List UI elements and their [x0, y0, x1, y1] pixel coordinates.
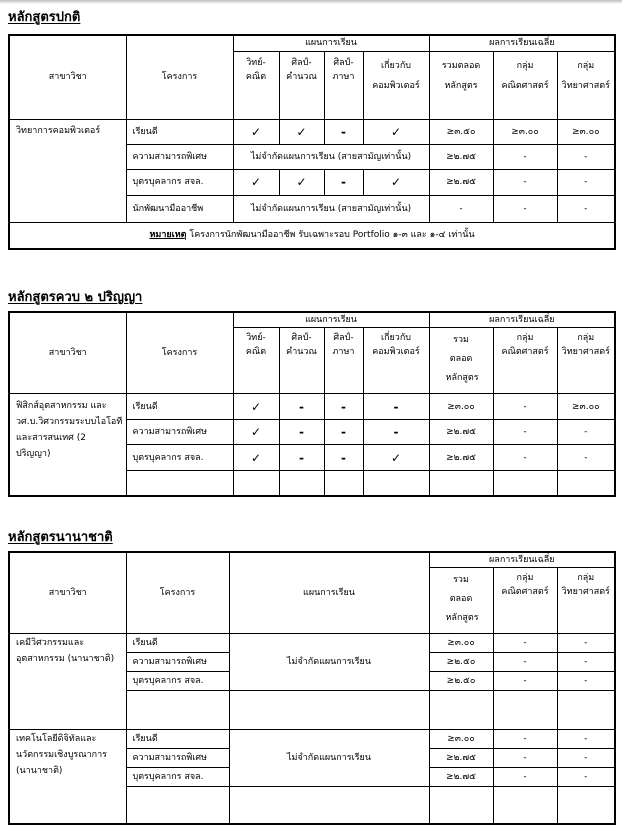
header-gpa: รวมตลอดหลักสูตร [429, 568, 493, 634]
top-shade [0, 0, 622, 4]
header-major: สาขาวิชา [9, 312, 126, 394]
gpa-cell: - [493, 672, 557, 691]
empty-cell [126, 471, 233, 496]
empty-cell [429, 787, 493, 824]
check-icon: ✓ [233, 445, 279, 471]
header-plan-group: แผนการเรียน [233, 312, 429, 328]
major-cell: เคมีวิศวกรรมและอุตสาหกรรม (นานาชาติ) [9, 634, 126, 730]
dash-cell: - [363, 394, 429, 420]
empty-cell [493, 787, 557, 824]
major-cell: เทคโนโลยีดิจิทัลและนวัตกรรมเชิงบูรณาการ (นานาชาติ) [9, 730, 126, 824]
empty-cell [429, 471, 493, 496]
gpa-cell: - [557, 445, 615, 471]
project-cell: เรียนดี [126, 119, 233, 144]
header-plan-group: แผนการเรียน [233, 35, 429, 51]
gpa-cell: ≥๒.๕๐ [429, 653, 493, 672]
gpa-cell: ≥๒.๗๕ [429, 169, 493, 195]
check-icon: ✓ [233, 394, 279, 420]
check-icon: ✓ [363, 169, 429, 195]
header-plan: เกี่ยวกับคอมพิวเตอร์ [363, 328, 429, 394]
header-gpa: รวมตลอดหลักสูตร [429, 328, 493, 394]
gpa-cell: ≥๓.๐๐ [557, 394, 615, 420]
project-cell: ความสามารถพิเศษ [126, 653, 229, 672]
gpa-cell: - [557, 749, 615, 768]
note-cell [9, 222, 615, 249]
empty-cell [324, 471, 363, 496]
gpa-cell: - [493, 634, 557, 653]
table-row [9, 730, 615, 749]
dash-cell: - [324, 119, 363, 144]
gpa-cell: - [493, 195, 557, 222]
section-title-international: หลักสูตรนานาชาติ [8, 530, 113, 545]
gpa-cell: ≥๓.๐๐ [429, 394, 493, 420]
check-icon: ✓ [233, 119, 279, 144]
table-row [9, 119, 615, 144]
dash-cell: - [324, 394, 363, 420]
empty-cell [363, 471, 429, 496]
header-gpa: กลุ่มวิทยาศาสตร์ [557, 51, 615, 119]
note-label: หมายเหตุ [149, 230, 187, 241]
gpa-cell: - [493, 749, 557, 768]
header-gpa-group: ผลการเรียนเฉลี่ย [429, 552, 615, 568]
gpa-cell: - [557, 768, 615, 787]
check-icon: ✓ [279, 169, 324, 195]
project-cell: ความสามารถพิเศษ [126, 749, 229, 768]
gpa-cell: - [429, 195, 493, 222]
header-plan: เกี่ยวกับคอมพิวเตอร์ [363, 51, 429, 119]
header-plan: วิทย์-คณิต [233, 328, 279, 394]
check-icon: ✓ [363, 445, 429, 471]
table-regular [8, 34, 616, 250]
gpa-cell: ≥๒.๗๕ [429, 768, 493, 787]
table-international [8, 551, 616, 825]
gpa-cell: ≥๒.๗๕ [429, 445, 493, 471]
table-row [9, 394, 615, 420]
project-cell: นักพัฒนามืออาชีพ [126, 195, 233, 222]
header-major: สาขาวิชา [9, 552, 126, 634]
project-cell: ความสามารถพิเศษ [126, 420, 233, 445]
major-cell: ฟิสิกส์อุตสาหกรรม และ วศ.บ.วิศวกรรมระบบไอโอทีและสารสนเทศ (2 ปริญญา) [9, 394, 126, 496]
dash-cell: - [363, 420, 429, 445]
project-cell: บุตรบุคลากร สจล. [126, 768, 229, 787]
header-gpa: กลุ่มวิทยาศาสตร์ [557, 568, 615, 634]
header-gpa: กลุ่มคณิตศาสตร์ [493, 568, 557, 634]
empty-cell [493, 471, 557, 496]
header-project: โครงการ [126, 312, 233, 394]
gpa-cell: ≥๓.๐๐ [557, 119, 615, 144]
empty-cell [557, 787, 615, 824]
gpa-cell: - [493, 445, 557, 471]
empty-cell [233, 471, 279, 496]
header-gpa: กลุ่มคณิตศาสตร์ [493, 51, 557, 119]
project-cell: เรียนดี [126, 730, 229, 749]
gpa-cell: - [557, 420, 615, 445]
section-title-double: หลักสูตรควบ ๒ ปริญญา [8, 290, 143, 305]
empty-cell [126, 787, 229, 824]
header-gpa-group: ผลการเรียนเฉลี่ย [429, 35, 615, 51]
header-plan: ศิลป์-ภาษา [324, 328, 363, 394]
gpa-cell: - [557, 672, 615, 691]
empty-cell [126, 691, 229, 730]
gpa-cell: - [557, 169, 615, 195]
empty-cell [279, 471, 324, 496]
empty-cell [557, 691, 615, 730]
project-cell: เรียนดี [126, 634, 229, 653]
empty-cell [229, 787, 429, 824]
project-cell: เรียนดี [126, 394, 233, 420]
section-title-regular: หลักสูตรปกติ [8, 10, 81, 25]
gpa-cell: - [557, 634, 615, 653]
header-gpa: กลุ่มวิทยาศาสตร์ [557, 328, 615, 394]
header-plan: ศิลป์-คำนวณ [279, 328, 324, 394]
project-cell: บุตรบุคลากร สจล. [126, 672, 229, 691]
gpa-cell: - [493, 768, 557, 787]
table-row [9, 634, 615, 653]
gpa-cell: ≥๓.๐๐ [429, 730, 493, 749]
empty-cell [493, 691, 557, 730]
empty-cell [557, 471, 615, 496]
gpa-cell: ≥๒.๕๐ [429, 672, 493, 691]
gpa-cell: ≥๒.๗๕ [429, 749, 493, 768]
gpa-cell: - [493, 169, 557, 195]
header-plan: ศิลป์-ภาษา [324, 51, 363, 119]
check-icon: ✓ [233, 420, 279, 445]
project-cell: ความสามารถพิเศษ [126, 144, 233, 169]
note-text: โครงการนักพัฒนามืออาชีพ รับเฉพาะรอบ Portfolio ๑-๓ และ ๑-๔ เท่านั้น [186, 230, 475, 241]
gpa-cell: ≥๒.๗๕ [429, 144, 493, 169]
dash-cell: - [324, 445, 363, 471]
gpa-cell: ≥๒.๗๕ [429, 420, 493, 445]
gpa-cell: - [493, 653, 557, 672]
header-gpa-group: ผลการเรียนเฉลี่ย [429, 312, 615, 328]
major-cell: วิทยาการคอมพิวเตอร์ [9, 119, 126, 222]
gpa-cell: ≥๓.๕๐ [429, 119, 493, 144]
header-major: สาขาวิชา [9, 35, 126, 119]
gpa-cell: ≥๓.๐๐ [493, 119, 557, 144]
header-plan: ศิลป์-คำนวณ [279, 51, 324, 119]
note-row [9, 222, 615, 249]
gpa-cell: - [493, 730, 557, 749]
project-cell: บุตรบุคลากร สจล. [126, 169, 233, 195]
dash-cell: - [279, 394, 324, 420]
gpa-cell: ≥๓.๐๐ [429, 634, 493, 653]
dash-cell: - [324, 420, 363, 445]
gpa-cell: - [557, 730, 615, 749]
header-plan: แผนการเรียน [229, 552, 429, 634]
check-icon: ✓ [233, 169, 279, 195]
header-project: โครงการ [126, 35, 233, 119]
empty-cell [229, 691, 429, 730]
gpa-cell: - [493, 394, 557, 420]
merged-plan-cell: ไม่จำกัดแผนการเรียน (สายสามัญเท่านั้น) [233, 144, 429, 169]
dash-cell: - [324, 169, 363, 195]
merged-plan-cell: ไม่จำกัดแผนการเรียน (สายสามัญเท่านั้น) [233, 195, 429, 222]
gpa-cell: - [557, 195, 615, 222]
check-icon: ✓ [279, 119, 324, 144]
header-plan: วิทย์-คณิต [233, 51, 279, 119]
gpa-cell: - [493, 420, 557, 445]
plan-cell: ไม่จำกัดแผนการเรียน [229, 730, 429, 787]
dash-cell: - [279, 445, 324, 471]
header-project: โครงการ [126, 552, 229, 634]
plan-cell: ไม่จำกัดแผนการเรียน [229, 634, 429, 691]
gpa-cell: - [557, 144, 615, 169]
gpa-cell: - [493, 144, 557, 169]
header-gpa: กลุ่มคณิตศาสตร์ [493, 328, 557, 394]
table-double [8, 311, 616, 497]
project-cell: บุตรบุคลากร สจล. [126, 445, 233, 471]
header-gpa: รวมตลอดหลักสูตร [429, 51, 493, 119]
check-icon: ✓ [363, 119, 429, 144]
gpa-cell: - [557, 653, 615, 672]
dash-cell: - [279, 420, 324, 445]
empty-cell [429, 691, 493, 730]
